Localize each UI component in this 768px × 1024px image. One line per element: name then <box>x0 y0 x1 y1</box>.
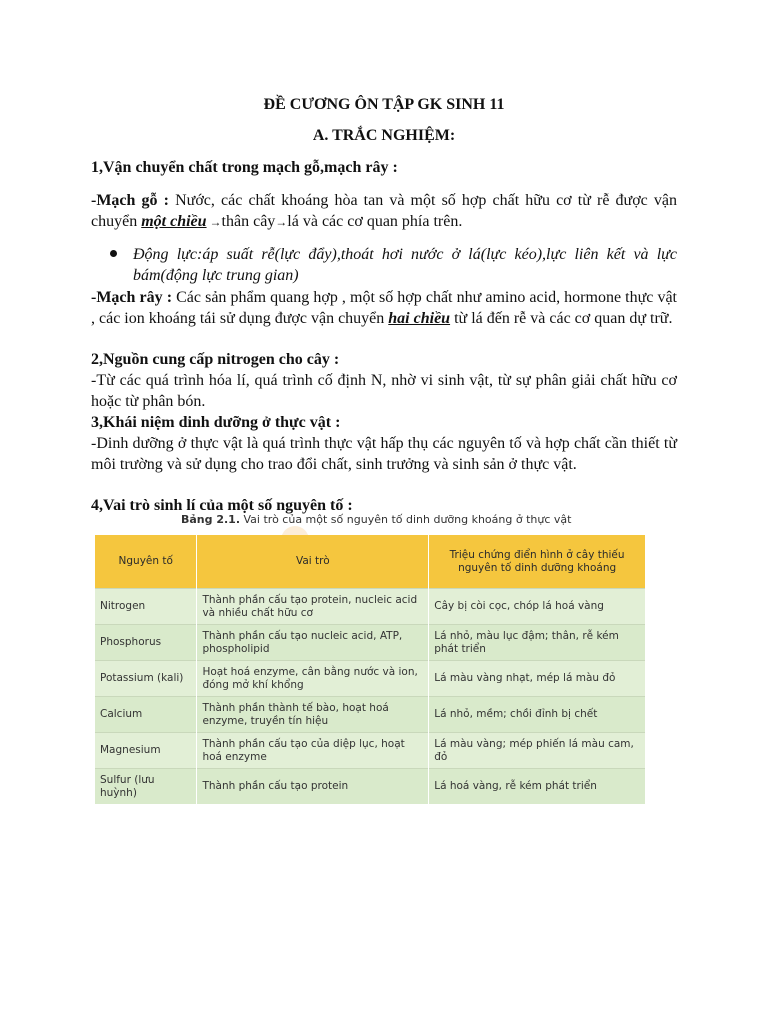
cell-role: Thành phần cấu tạo nucleic acid, ATP, phospholipid <box>197 625 429 661</box>
q4-heading: 4,Vai trò sinh lí của một số nguyên tố : <box>91 497 353 514</box>
header-element: Nguyên tố <box>95 535 197 589</box>
cell-role: Thành phần cấu tạo protein <box>197 769 429 805</box>
cell-element: Magnesium <box>95 733 197 769</box>
cell-symptom: Lá màu vàng; mép phiến lá màu cam, đỏ <box>429 733 646 769</box>
cell-element: Potassium (kali) <box>95 661 197 697</box>
cell-role: Thành phần cấu tạo protein, nucleic acid và nhiều chất hữu cơ <box>197 589 429 625</box>
mach-ray-text-1: Các sản phẩm quang hợp , một số hợp chất như amino acid, hormone thực vật , các ion khoáng tái sử dụng được vận chuyển <box>91 289 677 327</box>
table-row <box>95 661 646 697</box>
header-symptom: Triệu chứng điển hình ở cây thiếu nguyên tố dinh dưỡng khoáng <box>429 535 646 589</box>
bullet-icon <box>110 250 117 257</box>
cell-element: Calcium <box>95 697 197 733</box>
section-heading: A. TRẮC NGHIỆM: <box>312 127 456 144</box>
mach-go-label: -Mạch gỗ : <box>91 192 169 209</box>
q2-text: -Từ các quá trình hóa lí, quá trình cố định N, nhờ vi sinh vật, từ sự phân giải chất hữu cơ hoặc từ phân bón. <box>91 372 677 410</box>
nutrient-table <box>95 535 646 808</box>
table-row <box>95 589 646 625</box>
mach-ray-emphasis: hai chiều <box>388 310 451 327</box>
table-row <box>95 769 646 805</box>
header-role: Vai trò <box>197 535 429 589</box>
table-row <box>95 733 646 769</box>
cell-symptom: Lá hoá vàng, rễ kém phát triển <box>429 769 646 805</box>
mach-ray-paragraph <box>91 287 677 329</box>
arrow-1: → <box>206 215 222 229</box>
cell-element: Nitrogen <box>95 589 197 625</box>
cell-role: Thành phần thành tế bào, hoạt hoá enzyme, truyền tín hiệu <box>197 697 429 733</box>
table-header-row <box>95 535 646 589</box>
cell-element: Sulfur (lưu huỳnh) <box>95 769 197 805</box>
q3-heading: 3,Khái niệm dinh dưỡng ở thực vật : <box>91 414 341 431</box>
arrow-2: → <box>275 215 288 229</box>
cell-element: Phosphorus <box>95 625 197 661</box>
cell-symptom: Lá nhỏ, màu lục đậm; thân, rễ kém phát triển <box>429 625 646 661</box>
table-row <box>95 625 646 661</box>
list-item <box>110 244 677 286</box>
cell-symptom: Cây bị còi cọc, chóp lá hoá vàng <box>429 589 646 625</box>
q1-heading: 1,Vận chuyển chất trong mạch gỗ,mạch rây : <box>91 159 398 176</box>
mach-ray-text-2: từ lá đến rễ và các cơ quan dự trữ. <box>450 310 673 327</box>
mach-go-text-1: Nước, các chất khoáng hòa tan và một số hợp chất hữu cơ từ rễ được vận chuyển <box>91 192 677 230</box>
q3-text: -Dinh dưỡng ở thực vật là quá trình thực vật hấp thụ các nguyên tố và hợp chất cần thiết từ môi trường và sử dụng cho trao đổi chất, sinh trưởng và sinh sản ở thực vật. <box>91 435 677 473</box>
table-caption-text: Vai trò của một số nguyên tố dinh dưỡng khoáng ở thực vật <box>240 513 572 526</box>
mach-go-text-2: thân cây <box>221 213 276 230</box>
mach-go-paragraph <box>91 190 677 233</box>
mach-ray-label: -Mạch rây : <box>91 289 173 306</box>
cell-role: Hoạt hoá enzyme, cân bằng nước và ion, đóng mở khí khổng <box>197 661 429 697</box>
page-title: ĐỀ CƯƠNG ÔN TẬP GK SINH 11 <box>263 96 505 113</box>
table-caption <box>181 513 571 526</box>
cell-symptom: Lá màu vàng nhạt, mép lá màu đỏ <box>429 661 646 697</box>
mach-go-text-3: lá và các cơ quan phía trên. <box>287 213 463 230</box>
cell-role: Thành phần cấu tạo của diệp lục, hoạt hoá enzyme <box>197 733 429 769</box>
bullet-text: Động lực:áp suất rễ(lực đẩy),thoát hơi nước ở lá(lực kéo),lực liên kết và lực bám(động lực trung gian) <box>133 246 677 284</box>
mach-go-emphasis: một chiều <box>141 213 207 230</box>
cell-symptom: Lá nhỏ, mềm; chồi đỉnh bị chết <box>429 697 646 733</box>
table-caption-label: Bảng 2.1. <box>181 513 241 526</box>
table-row <box>95 697 646 733</box>
q2-heading: 2,Nguồn cung cấp nitrogen cho cây : <box>91 351 340 368</box>
